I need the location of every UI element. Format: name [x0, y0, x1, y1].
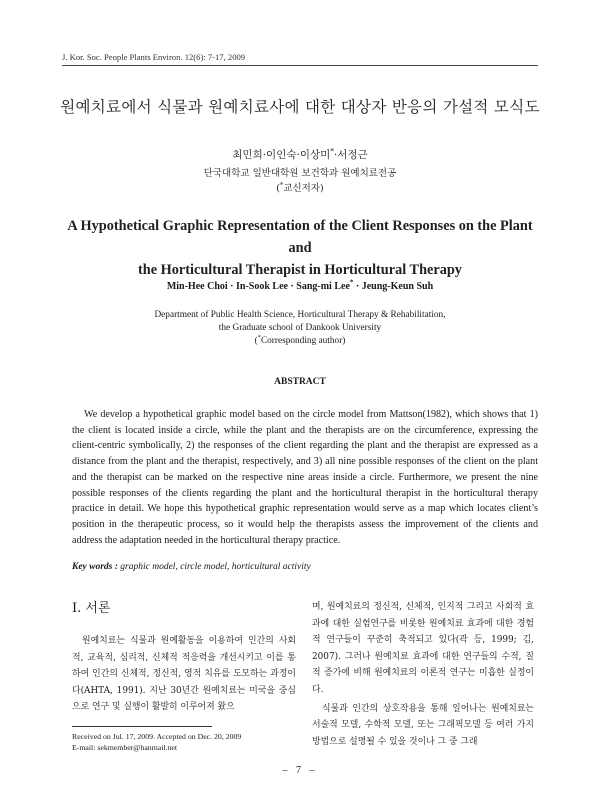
korean-affiliation-text: 교신저자) [283, 183, 324, 194]
korean-title: 원예치료에서 식물과 원예치료사에 대한 대상자 반응의 가설적 모식도 [60, 98, 540, 116]
korean-affiliation-open: ( [276, 183, 280, 194]
journal-header: J. Kor. Soc. People Plants Environ. 12(6): 7-17, 2009 [62, 52, 538, 66]
korean-authors-part2: ·서정근 [333, 149, 368, 161]
english-affiliation-text: Corresponding author) [260, 336, 346, 346]
english-title-line1: A Hypothetical Graphic Representation of the Client Responses on the Plant and [67, 218, 533, 256]
korean-affiliation-line1: 단국대학교 일반대학원 보건학과 원예치료전공 [203, 168, 397, 179]
keywords [72, 562, 538, 572]
received-date: Received on Jul. 17, 2009. Accepted on Dec. 20, 2009 [72, 732, 242, 741]
abstract-heading: ABSTRACT [274, 377, 326, 387]
english-affiliation-line2: the Graduate school of Dankook University [218, 323, 382, 333]
section-heading-introduction: Ⅰ. 서론 [72, 601, 111, 616]
english-authors-part2: · Jeung-Keun Suh [353, 281, 434, 292]
footnotes [72, 731, 302, 753]
english-affiliation-mark: * [257, 333, 261, 341]
keywords-label: Key words : [72, 562, 118, 572]
english-authors-part1: Min-Hee Choi · In-Sook Lee · Sang-mi Lee [166, 281, 350, 292]
english-affiliation-line3 [60, 335, 540, 348]
korean-authors-part1: 최민희·이인숙·이상미 [232, 149, 331, 161]
korean-authors [0, 147, 600, 162]
korean-affiliation [0, 166, 600, 196]
page-number: – 7 – [282, 765, 318, 776]
intro-paragraph-2: 식물과 인간의 상호작용을 통해 일어나는 원예치료는 서술적 모델, 수학적 모델, 또는 그래픽모델 등 여러 가지 방법으로 설명될 수 있을 것이나 그 중 그래 [312, 703, 534, 747]
contact-email: E-mail: sekmember@hanmail.net [72, 743, 178, 752]
english-affiliation-open: ( [254, 336, 258, 346]
korean-affiliation-line2 [0, 181, 600, 196]
intro-paragraph-1-continued: 며, 원예치료의 정신적, 신체적, 인지적 그리고 사회적 효과에 대한 실험연구를 비롯한 원예치료 효과에 대한 경험적 연구들이 꾸준히 축적되고 있다(곽 등, 1999; 김, 2007). 그러나 원예치료 효과에 대한 연구들의 수적, 질적 증가에 비해 원예치료의 이론적 연구는 미흡한 실정이다. [312, 602, 534, 695]
keywords-text: graphic model, circle model, horticultural activity [117, 562, 311, 572]
right-column [312, 599, 534, 750]
intro-paragraph-1: 원예치료는 식물과 원예활동을 이용하여 인간의 사회적, 교육적, 심리적, 신체적 적응력을 개선시키고 이를 통하여 인간의 신체적, 정신적, 영적 치유를 도모하는 과정이다(AHTA, 1991). 지난 30년간 원예치료는 미국을 중심으로 연구 및 실행이 활발히 이루어져 왔으 [72, 636, 296, 713]
left-column [72, 597, 296, 716]
korean-affiliation-mark: * [279, 180, 284, 189]
english-affiliation [60, 309, 540, 348]
english-authors [0, 278, 600, 292]
english-title [60, 215, 540, 281]
corresponding-mark: * [330, 146, 334, 156]
abstract-body: We develop a hypothetical graphic model based on the circle model from Mattson(1982), which shows that 1) the client is located inside a circle, while the plant and the therapists are on the circumference, expressing the client-centric symbolically, 2) the responses of the client regarding the plant and the therapist are expressed as a distance from the plant and the therapist, respectively, and 3) all nine possible responses of the client on the plant and the therapist can be marked on the respective nine areas inside a circle. Furthermore, we present the nine possible responses of the clients regarding the plant and the horticultural therapist in the horticultural therapy practice in detail. We hope this hypothetical graphic representation would serve as a map which locates client’s position in the therapeutic process, so it would help the therapists assess the improvement of the clients and address the adaptation needed in the horticultural therapy practice. [72, 409, 538, 546]
english-title-line2: the Horticultural Therapist in Horticultural Therapy [138, 262, 462, 278]
english-corresponding-mark: * [349, 278, 354, 287]
english-affiliation-line1: Department of Public Health Science, Horticultural Therapy & Rehabilitation, [154, 310, 446, 320]
footnote-divider [72, 726, 212, 727]
